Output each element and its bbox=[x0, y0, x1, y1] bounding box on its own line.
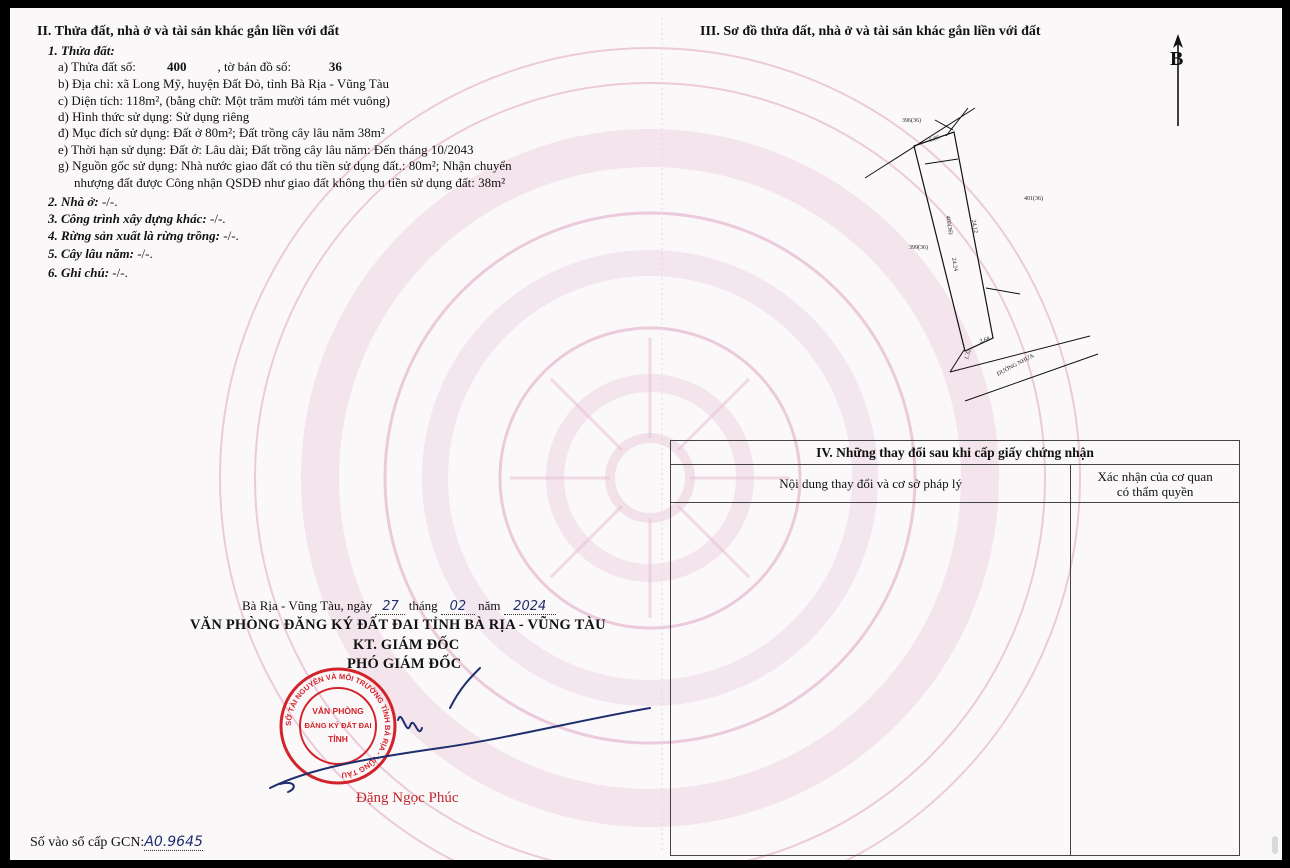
issue-day: 27 bbox=[375, 599, 405, 615]
seal-center-1: VĂN PHÒNG bbox=[312, 706, 364, 716]
house-label: 2. Nhà ở: bbox=[48, 194, 99, 209]
other-construction-item bbox=[48, 211, 226, 227]
dim-bottom-right: 3.68 bbox=[978, 336, 991, 345]
usage-term-line: e) Thời hạn sử dụng: Đất ở: Lâu dài; Đất trồng cây lâu năm: Đến tháng 10/2043 bbox=[58, 142, 474, 157]
dim-right: 24.12 bbox=[970, 219, 979, 234]
map-sheet-label: , tờ bản đồ số: bbox=[217, 59, 292, 74]
kt-director-title: KT. GIÁM ĐỐC bbox=[353, 637, 460, 653]
planted-forest-label: 4. Rừng sản xuất là rừng trồng: bbox=[48, 228, 220, 243]
year-prefix: năm bbox=[478, 598, 501, 613]
parcel-sketch bbox=[850, 98, 1110, 418]
north-arrow-icon bbox=[1160, 32, 1200, 132]
office-name: VĂN PHÒNG ĐĂNG KÝ ĐẤT ĐAI TỈNH BÀ RỊA - VŨNG TÀU bbox=[190, 617, 606, 633]
perennial-tree-value: -/-. bbox=[133, 246, 153, 261]
usage-purpose-line: đ) Mục đích sử dụng: Đất ở 80m²; Đất trồng cây lâu năm 38m² bbox=[58, 125, 385, 140]
parcel-label: 400(36) bbox=[944, 215, 954, 236]
parcel-number-value: 400 bbox=[166, 59, 187, 74]
house-value: -/-. bbox=[98, 194, 118, 209]
changes-table bbox=[670, 440, 1240, 856]
authority-confirmation-header bbox=[1071, 465, 1240, 503]
planted-forest-item bbox=[48, 228, 239, 244]
dim-left: 24.24 bbox=[950, 257, 959, 272]
seal-center-3: TỈNH bbox=[328, 734, 348, 744]
issue-year: 2024 bbox=[504, 599, 556, 615]
land-parcel-heading: 1. Thửa đất: bbox=[48, 43, 115, 58]
note-value: -/-. bbox=[109, 265, 128, 280]
handwritten-signature-icon bbox=[250, 648, 670, 798]
registry-line bbox=[30, 834, 203, 851]
section-3-title: III. Sơ đồ thửa đất, nhà ở và tài sản khác gắn liền với đất bbox=[700, 24, 1041, 39]
north-label: B bbox=[1170, 48, 1184, 70]
issue-month: 02 bbox=[441, 599, 475, 615]
map-sheet-value: 36 bbox=[328, 59, 342, 74]
dim-top: 5.06 bbox=[928, 134, 941, 144]
usage-form-line: d) Hình thức sử dụng: Sử dụng riêng bbox=[58, 109, 250, 124]
usage-origin-line-2: nhượng đất được Công nhận QSDĐ như giao đất không thu tiền sử dụng đất: 38m² bbox=[74, 175, 506, 190]
neighbor-top-label: 396(36) bbox=[902, 118, 921, 124]
note-item bbox=[48, 265, 128, 281]
neighbor-right-label: 401(36) bbox=[1024, 196, 1043, 202]
planted-forest-value: -/-. bbox=[220, 228, 239, 243]
deputy-director-title: PHÓ GIÁM ĐỐC bbox=[347, 656, 462, 672]
dim-bottom-left: 1.32 bbox=[964, 348, 973, 361]
other-construction-value: -/-. bbox=[206, 211, 226, 226]
address-line: b) Địa chỉ: xã Long Mỹ, huyện Đất Đỏ, tỉnh Bà Rịa - Vũng Tàu bbox=[58, 76, 389, 91]
section-4-title: IV. Những thay đổi sau khi cấp giấy chứng nhận bbox=[671, 441, 1240, 465]
parcel-number-line bbox=[58, 59, 376, 75]
registry-label: Số vào sổ cấp GCN: bbox=[30, 835, 145, 850]
usage-origin-line-1: g) Nguồn gốc sử dụng: Nhà nước giao đất có thu tiền sử dụng đất.: 80m²; Nhận chuyển bbox=[58, 158, 512, 173]
area-line: c) Diện tích: 118m², (bằng chữ: Một trăm mười tám mét vuông) bbox=[58, 93, 390, 108]
date-prefix: Bà Rịa - Vũng Tàu, ngày bbox=[242, 598, 373, 613]
authority-confirmation-cell bbox=[1071, 503, 1240, 856]
perennial-tree-item bbox=[48, 246, 153, 262]
section-2-title: II. Thửa đất, nhà ở và tài sản khác gắn liền với đất bbox=[37, 24, 340, 39]
note-label: 6. Ghi chú: bbox=[48, 265, 110, 280]
scrollbar-thumb[interactable] bbox=[1272, 836, 1278, 854]
other-construction-label: 3. Công trình xây dựng khác: bbox=[48, 211, 207, 226]
month-prefix: tháng bbox=[408, 598, 438, 613]
authority-header-line-1: Xác nhận của cơ quan bbox=[1097, 468, 1213, 484]
registry-number: A0.9645 bbox=[144, 834, 203, 850]
seal-ring-text: SỞ TÀI NGUYÊN VÀ MÔI TRƯỜNG TỈNH BÀ RỊA - VŨNG TÀU bbox=[283, 671, 393, 780]
house-item bbox=[48, 194, 117, 210]
parcel-number-label: a) Thửa đất số: bbox=[58, 59, 136, 74]
perennial-tree-label: 5. Cây lâu năm: bbox=[48, 246, 134, 261]
issue-date-line bbox=[242, 598, 556, 615]
signer-name: Đặng Ngọc Phúc bbox=[356, 790, 459, 806]
authority-header-line-2: có thẩm quyền bbox=[1116, 483, 1194, 499]
changes-content-cell bbox=[671, 503, 1071, 856]
neighbor-left-label: 399(36) bbox=[909, 245, 928, 251]
certificate-page bbox=[10, 8, 1282, 860]
road-label: ĐƯỜNG NHỰA bbox=[996, 353, 1036, 378]
seal-center-2: ĐĂNG KÝ ĐẤT ĐAI bbox=[304, 721, 372, 730]
changes-content-header: Nội dung thay đổi và cơ sở pháp lý bbox=[671, 465, 1071, 503]
